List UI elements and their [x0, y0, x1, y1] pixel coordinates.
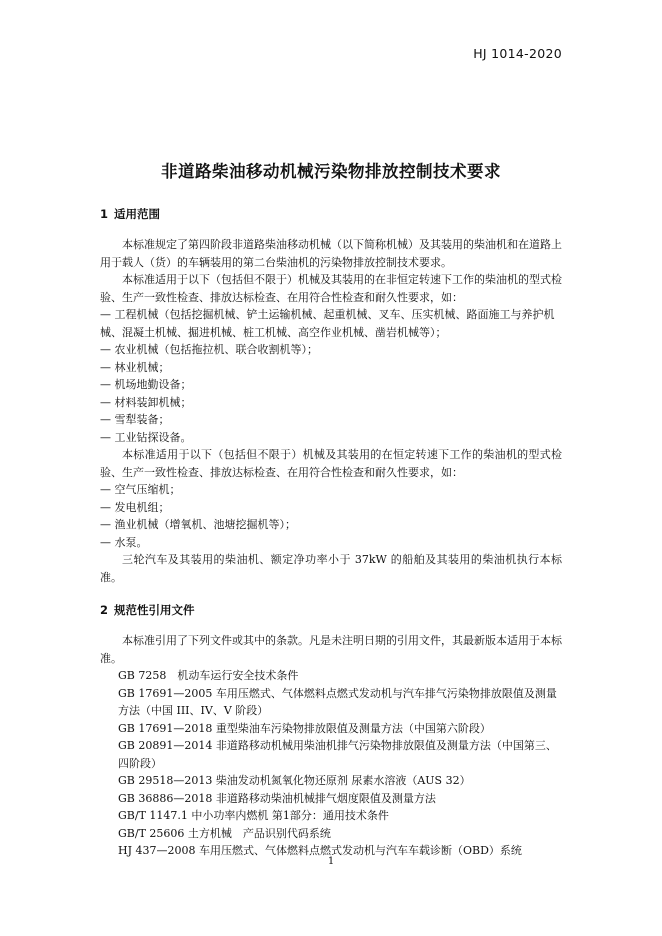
- list-item: — 工程机械（包括挖掘机械、铲土运输机械、起重机械、叉车、压实机械、路面施工与养护机械、混凝土机械、掘进机械、桩工机械、高空作业机械、凿岩机械等）；: [100, 308, 555, 339]
- section-2-title: 规范性引用文件: [114, 603, 195, 617]
- section-2-number: 2: [100, 603, 109, 617]
- list-item: — 林业机械；: [100, 360, 170, 374]
- reference-item: GB/T 25606 土方机械 产品识别代码系统: [118, 826, 331, 840]
- section-1-paragraph-3: 本标准适用于以下（包括但不限于）机械及其装用的在恒定转速下工作的柴油机的型式检验、生产一致性检查、排放达标检查、在用符合性检查和耐久性要求，如：: [100, 448, 562, 479]
- reference-item: GB 36886—2018 非道路移动柴油机械排气烟度限值及测量方法: [118, 791, 436, 805]
- reference-item: GB 17691—2005 车用压燃式、气体燃料点燃式发动机与汽车排气污染物排放限值及测量方法（中国 III、IV、V 阶段）: [118, 686, 557, 717]
- document-title: 非道路柴油移动机械污染物排放控制技术要求: [161, 162, 501, 181]
- section-2-body: [100, 632, 562, 860]
- list-item: — 水泵。: [100, 535, 148, 549]
- reference-item: GB 7258 机动车运行安全技术条件: [118, 669, 299, 682]
- section-1-body: [100, 236, 562, 586]
- list-item: — 空气压缩机；: [100, 483, 181, 496]
- section-1-number: 1: [100, 207, 109, 221]
- list-item: — 工业钻探设备。: [100, 430, 192, 444]
- list-item: — 农业机械（包括拖拉机、联合收割机等）；: [100, 343, 318, 356]
- reference-item: GB/T 1147.1 中小功率内燃机 第1部分：通用技术条件: [118, 809, 389, 822]
- list-item: — 材料装卸机械；: [100, 395, 192, 409]
- reference-item: HJ 437—2008 车用压燃式、气体燃料点燃式发动机与汽车车载诊断（OBD）系统: [118, 844, 522, 857]
- section-1-title: 适用范围: [114, 207, 161, 221]
- list-item: — 机场地勤设备；: [100, 378, 192, 391]
- reference-item: GB 20891—2014 非道路移动机械用柴油机排气污染物排放限值及测量方法（中国第三、四阶段）: [118, 739, 557, 770]
- section-2-heading: [100, 602, 195, 618]
- list-item: — 雪犁装备；: [100, 413, 170, 426]
- section-1-paragraph-4: 三轮汽车及其装用的柴油机、额定净功率小于 37kW 的船舶及其装用的柴油机执行本标准。: [100, 553, 562, 584]
- page-number: 1: [327, 856, 335, 867]
- standard-id: HJ 1014-2020: [473, 46, 562, 61]
- section-1-paragraph-2: 本标准适用于以下（包括但不限于）机械及其装用的在非恒定转速下工作的柴油机的型式检验、生产一致性检查、排放达标检查、在用符合性检查和耐久性要求，如：: [100, 273, 562, 304]
- section-1-heading: [100, 206, 160, 222]
- list-item: — 发电机组；: [100, 500, 170, 514]
- reference-item: GB 29518—2013 柴油发动机氮氧化物还原剂 尿素水溶液（AUS 32）: [118, 774, 471, 787]
- section-1-paragraph-1: 本标准规定了第四阶段非道路柴油移动机械（以下简称机械）及其装用的柴油机和在道路上用于载人（货）的车辆装用的第二台柴油机的污染物排放控制技术要求。: [100, 238, 562, 269]
- section-2-paragraph-1: 本标准引用了下列文件或其中的条款。凡是未注明日期的引用文件，其最新版本适用于本标准。: [100, 634, 562, 665]
- reference-item: GB 17691—2018 重型柴油车污染物排放限值及测量方法（中国第六阶段）: [118, 721, 491, 735]
- list-item: — 渔业机械（增氧机、池塘挖掘机等）；: [100, 518, 296, 531]
